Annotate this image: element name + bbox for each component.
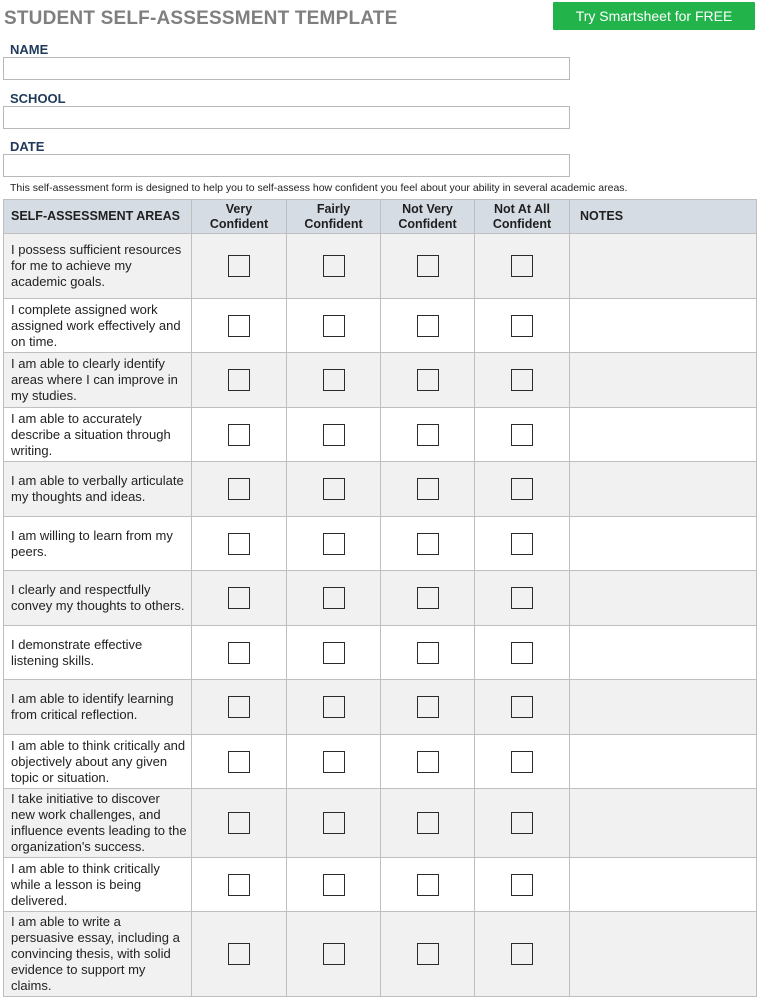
notes-cell[interactable]: [570, 462, 757, 517]
assessment-area-text: I am able to identify learning from critical reflection.: [4, 680, 192, 735]
not-at-all-confident-checkbox[interactable]: [511, 478, 533, 500]
fairly-confident-checkbox[interactable]: [323, 478, 345, 500]
cell-fairly-confident: [287, 626, 381, 680]
column-header-areas: SELF-ASSESSMENT AREAS: [4, 200, 192, 234]
cell-not-very-confident: [381, 735, 475, 789]
notes-cell[interactable]: [570, 408, 757, 462]
cell-not-at-all-confident: [475, 789, 570, 858]
column-header-notes: NOTES: [570, 200, 757, 234]
cell-not-at-all-confident: [475, 626, 570, 680]
table-row: [4, 789, 757, 858]
not-very-confident-checkbox[interactable]: [417, 255, 439, 277]
fairly-confident-checkbox[interactable]: [323, 812, 345, 834]
cell-fairly-confident: [287, 234, 381, 299]
cell-fairly-confident: [287, 735, 381, 789]
not-very-confident-checkbox[interactable]: [417, 478, 439, 500]
cell-not-very-confident: [381, 858, 475, 912]
very-confident-checkbox[interactable]: [228, 587, 250, 609]
cell-very-confident: [192, 299, 287, 353]
assessment-area-text: I am able to think critically while a lesson is being delivered.: [4, 858, 192, 912]
table-row: [4, 858, 757, 912]
notes-cell[interactable]: [570, 735, 757, 789]
cell-very-confident: [192, 234, 287, 299]
very-confident-checkbox[interactable]: [228, 874, 250, 896]
cell-not-very-confident: [381, 234, 475, 299]
cell-very-confident: [192, 462, 287, 517]
very-confident-checkbox[interactable]: [228, 255, 250, 277]
cell-fairly-confident: [287, 912, 381, 997]
not-at-all-confident-checkbox[interactable]: [511, 424, 533, 446]
notes-cell[interactable]: [570, 353, 757, 408]
try-smartsheet-button[interactable]: Try Smartsheet for FREE: [553, 2, 755, 30]
cell-fairly-confident: [287, 408, 381, 462]
cell-not-at-all-confident: [475, 858, 570, 912]
cell-not-very-confident: [381, 680, 475, 735]
very-confident-checkbox[interactable]: [228, 642, 250, 664]
column-header-not-at-all-confident: Not At All Confident: [475, 200, 570, 234]
column-header-very-confident: Very Confident: [192, 200, 287, 234]
cell-not-at-all-confident: [475, 912, 570, 997]
not-very-confident-checkbox[interactable]: [417, 943, 439, 965]
school-label: SCHOOL: [10, 91, 66, 106]
cell-not-very-confident: [381, 571, 475, 626]
cell-very-confident: [192, 735, 287, 789]
cell-very-confident: [192, 912, 287, 997]
not-at-all-confident-checkbox[interactable]: [511, 812, 533, 834]
table-row: [4, 234, 757, 299]
not-at-all-confident-checkbox[interactable]: [511, 587, 533, 609]
very-confident-checkbox[interactable]: [228, 315, 250, 337]
not-at-all-confident-checkbox[interactable]: [511, 943, 533, 965]
very-confident-checkbox[interactable]: [228, 369, 250, 391]
fairly-confident-checkbox[interactable]: [323, 751, 345, 773]
cell-not-very-confident: [381, 299, 475, 353]
cell-not-very-confident: [381, 462, 475, 517]
cell-not-very-confident: [381, 789, 475, 858]
cell-not-very-confident: [381, 517, 475, 571]
not-at-all-confident-checkbox[interactable]: [511, 696, 533, 718]
notes-cell[interactable]: [570, 234, 757, 299]
not-very-confident-checkbox[interactable]: [417, 751, 439, 773]
not-at-all-confident-checkbox[interactable]: [511, 255, 533, 277]
table-row: [4, 408, 757, 462]
table-row: [4, 571, 757, 626]
name-field[interactable]: [3, 57, 570, 80]
not-at-all-confident-checkbox[interactable]: [511, 315, 533, 337]
not-very-confident-checkbox[interactable]: [417, 874, 439, 896]
notes-cell[interactable]: [570, 858, 757, 912]
table-row: [4, 912, 757, 997]
date-label: DATE: [10, 139, 45, 154]
assessment-area-text: I take initiative to discover new work challenges, and influence events leading to the organization's success.: [4, 789, 192, 858]
not-very-confident-checkbox[interactable]: [417, 696, 439, 718]
not-very-confident-checkbox[interactable]: [417, 369, 439, 391]
cell-very-confident: [192, 680, 287, 735]
assessment-area-text: I demonstrate effective listening skills.: [4, 626, 192, 680]
intro-text: This self-assessment form is designed to help you to self-assess how confident you feel about your ability in several academic areas.: [10, 182, 628, 194]
assessment-area-text: I am able to accurately describe a situation through writing.: [4, 408, 192, 462]
cell-very-confident: [192, 353, 287, 408]
fairly-confident-checkbox[interactable]: [323, 424, 345, 446]
assessment-area-text: I am able to clearly identify areas where I can improve in my studies.: [4, 353, 192, 408]
cell-not-at-all-confident: [475, 680, 570, 735]
notes-cell[interactable]: [570, 299, 757, 353]
cell-not-at-all-confident: [475, 571, 570, 626]
cell-fairly-confident: [287, 517, 381, 571]
table-row: [4, 626, 757, 680]
not-very-confident-checkbox[interactable]: [417, 315, 439, 337]
cell-not-very-confident: [381, 626, 475, 680]
cell-fairly-confident: [287, 858, 381, 912]
cell-not-at-all-confident: [475, 517, 570, 571]
cell-fairly-confident: [287, 299, 381, 353]
very-confident-checkbox[interactable]: [228, 424, 250, 446]
not-very-confident-checkbox[interactable]: [417, 424, 439, 446]
school-field[interactable]: [3, 106, 570, 129]
not-at-all-confident-checkbox[interactable]: [511, 751, 533, 773]
cell-not-at-all-confident: [475, 735, 570, 789]
not-very-confident-checkbox[interactable]: [417, 642, 439, 664]
notes-cell[interactable]: [570, 571, 757, 626]
cell-fairly-confident: [287, 571, 381, 626]
very-confident-checkbox[interactable]: [228, 478, 250, 500]
very-confident-checkbox[interactable]: [228, 812, 250, 834]
table-row: [4, 680, 757, 735]
cell-not-at-all-confident: [475, 408, 570, 462]
table-row: [4, 353, 757, 408]
cell-not-at-all-confident: [475, 299, 570, 353]
date-field[interactable]: [3, 154, 570, 177]
table-header-row: [4, 200, 757, 234]
page-title: STUDENT SELF-ASSESSMENT TEMPLATE: [4, 8, 398, 29]
not-very-confident-checkbox[interactable]: [417, 812, 439, 834]
not-at-all-confident-checkbox[interactable]: [511, 642, 533, 664]
table-row: [4, 517, 757, 571]
column-header-not-very-confident: Not Very Confident: [381, 200, 475, 234]
assessment-area-text: I clearly and respectfully convey my thoughts to others.: [4, 571, 192, 626]
cell-fairly-confident: [287, 789, 381, 858]
notes-cell[interactable]: [570, 680, 757, 735]
cell-very-confident: [192, 789, 287, 858]
very-confident-checkbox[interactable]: [228, 696, 250, 718]
fairly-confident-checkbox[interactable]: [323, 696, 345, 718]
notes-cell[interactable]: [570, 789, 757, 858]
not-very-confident-checkbox[interactable]: [417, 533, 439, 555]
cell-fairly-confident: [287, 353, 381, 408]
cell-fairly-confident: [287, 462, 381, 517]
assessment-area-text: I complete assigned work assigned work effectively and on time.: [4, 299, 192, 353]
cell-not-very-confident: [381, 912, 475, 997]
table-row: [4, 735, 757, 789]
fairly-confident-checkbox[interactable]: [323, 874, 345, 896]
assessment-area-text: I am able to verbally articulate my thoughts and ideas.: [4, 462, 192, 517]
cell-not-very-confident: [381, 353, 475, 408]
self-assessment-table: [3, 199, 757, 997]
very-confident-checkbox[interactable]: [228, 751, 250, 773]
cell-not-at-all-confident: [475, 353, 570, 408]
table-row: [4, 299, 757, 353]
not-at-all-confident-checkbox[interactable]: [511, 874, 533, 896]
fairly-confident-checkbox[interactable]: [323, 587, 345, 609]
cell-very-confident: [192, 571, 287, 626]
very-confident-checkbox[interactable]: [228, 943, 250, 965]
column-header-fairly-confident: Fairly Confident: [287, 200, 381, 234]
assessment-area-text: I possess sufficient resources for me to achieve my academic goals.: [4, 234, 192, 299]
fairly-confident-checkbox[interactable]: [323, 315, 345, 337]
cell-not-at-all-confident: [475, 234, 570, 299]
fairly-confident-checkbox[interactable]: [323, 369, 345, 391]
name-label: NAME: [10, 42, 49, 57]
not-at-all-confident-checkbox[interactable]: [511, 369, 533, 391]
fairly-confident-checkbox[interactable]: [323, 533, 345, 555]
cell-very-confident: [192, 517, 287, 571]
fairly-confident-checkbox[interactable]: [323, 642, 345, 664]
fairly-confident-checkbox[interactable]: [323, 255, 345, 277]
very-confident-checkbox[interactable]: [228, 533, 250, 555]
assessment-area-text: I am willing to learn from my peers.: [4, 517, 192, 571]
cell-very-confident: [192, 626, 287, 680]
notes-cell[interactable]: [570, 626, 757, 680]
fairly-confident-checkbox[interactable]: [323, 943, 345, 965]
cell-very-confident: [192, 858, 287, 912]
assessment-area-text: I am able to write a persuasive essay, including a convincing thesis, with solid evidence to support my claims.: [4, 912, 192, 997]
cell-fairly-confident: [287, 680, 381, 735]
not-at-all-confident-checkbox[interactable]: [511, 533, 533, 555]
cell-not-very-confident: [381, 408, 475, 462]
table-row: [4, 462, 757, 517]
notes-cell[interactable]: [570, 912, 757, 997]
notes-cell[interactable]: [570, 517, 757, 571]
cell-very-confident: [192, 408, 287, 462]
assessment-area-text: I am able to think critically and objectively about any given topic or situation.: [4, 735, 192, 789]
cell-not-at-all-confident: [475, 462, 570, 517]
not-very-confident-checkbox[interactable]: [417, 587, 439, 609]
